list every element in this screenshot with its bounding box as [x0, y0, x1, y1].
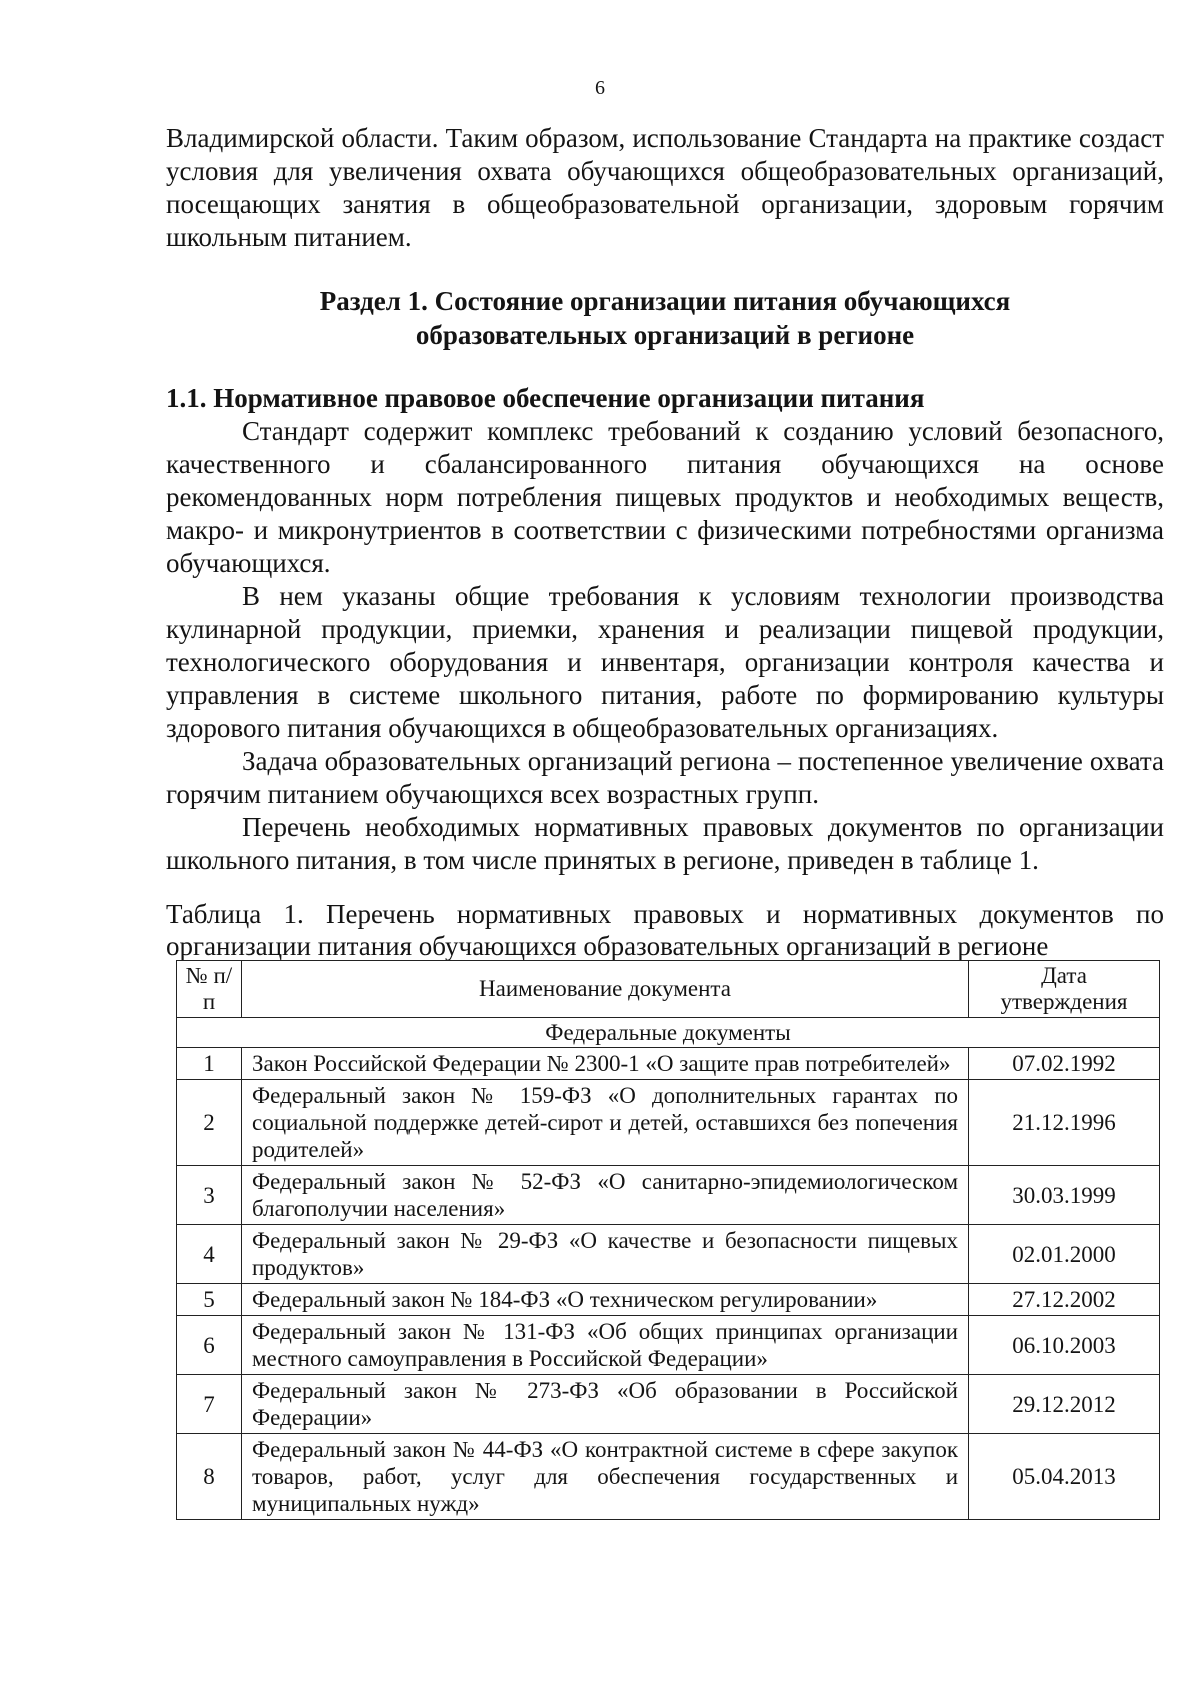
row-document-name: Федеральный закон № 159-ФЗ «О дополнительных гарантах по социальной поддержке детей-сирот и детей, оставшихся без попечения родителей»: [242, 1080, 969, 1166]
row-number: 6: [177, 1316, 242, 1375]
row-document-name: Федеральный закон № 52-ФЗ «О санитарно-эпидемиологическом благополучии населения»: [242, 1166, 969, 1225]
table-caption: Таблица 1. Перечень нормативных правовых и нормативных документов по организации питания обучающихся образовательных организаций в регионе: [166, 899, 1164, 961]
subsection-title: 1.1. Нормативное правовое обеспечение организации питания: [166, 383, 925, 413]
row-date: 05.04.2013: [969, 1434, 1160, 1520]
section-label: Федеральные документы: [177, 1018, 1160, 1048]
header-document-name: Наименование документа: [242, 961, 969, 1018]
table-row: [177, 1316, 1160, 1375]
row-number: 7: [177, 1375, 242, 1434]
body-paragraph-1: Стандарт содержит комплекс требований к созданию условий безопасного, качественного и сбалансированного питания обучающихся на основе рекомендованных норм потребления пищевых продуктов и необходимых веществ, макро- и микронутриентов в соответствии с физическими потребностями организма обучающихся.: [166, 416, 1164, 578]
header-approval-date: Дата утверждения: [969, 961, 1160, 1018]
body-paragraph-3: Задача образовательных организаций региона – постепенное увеличение охвата горячим питанием обучающихся всех возрастных групп.: [166, 746, 1164, 809]
documents-table: [176, 960, 1160, 1520]
row-number: 1: [177, 1048, 242, 1080]
row-date: 29.12.2012: [969, 1375, 1160, 1434]
table-header-row: [177, 961, 1160, 1018]
section-title-line2: образовательных организаций в регионе: [415, 320, 915, 350]
table-row: [177, 1048, 1160, 1080]
row-date: 02.01.2000: [969, 1225, 1160, 1284]
table-row: [177, 1225, 1160, 1284]
row-document-name: Федеральный закон № 44-ФЗ «О контрактной системе в сфере закупок товаров, работ, услуг для обеспечения государственных и муниципальных нужд»: [242, 1434, 969, 1520]
table-row: [177, 1375, 1160, 1434]
table-row: [177, 1080, 1160, 1166]
row-number: 2: [177, 1080, 242, 1166]
row-date: 27.12.2002: [969, 1284, 1160, 1316]
row-date: 21.12.1996: [969, 1080, 1160, 1166]
row-date: 06.10.2003: [969, 1316, 1160, 1375]
row-number: 5: [177, 1284, 242, 1316]
table-row: [177, 1284, 1160, 1316]
section-title-line1: Раздел 1. Состояние организации питания обучающихся: [319, 286, 1011, 316]
row-document-name: Федеральный закон № 273-ФЗ «Об образовании в Российской Федерации»: [242, 1375, 969, 1434]
row-document-name: Федеральный закон № 184-ФЗ «О техническом регулировании»: [242, 1284, 969, 1316]
row-document-name: Федеральный закон № 131-ФЗ «Об общих принципах организации местного самоуправления в Российской Федерации»: [242, 1316, 969, 1375]
row-date: 07.02.1992: [969, 1048, 1160, 1080]
row-date: 30.03.1999: [969, 1166, 1160, 1225]
body-paragraph-2: В нем указаны общие требования к условиям технологии производства кулинарной продукции, приемки, хранения и реализации пищевой продукции, технологического оборудования и инвентаря, организации контроля качества и управления в системе школьного питания, работе по формированию культуры здорового питания обучающихся в общеобразовательных организациях.: [166, 581, 1164, 743]
body-paragraph-4: Перечень необходимых нормативных правовых документов по организации школьного питания, в том числе принятых в регионе, приведен в таблице 1.: [166, 812, 1164, 875]
row-number: 4: [177, 1225, 242, 1284]
row-number: 8: [177, 1434, 242, 1520]
row-document-name: Федеральный закон № 29-ФЗ «О качестве и безопасности пищевых продуктов»: [242, 1225, 969, 1284]
header-number: № п/п: [177, 961, 242, 1018]
row-document-name: Закон Российской Федерации № 2300-1 «О защите прав потребителей»: [242, 1048, 969, 1080]
row-number: 3: [177, 1166, 242, 1225]
table-row: [177, 1166, 1160, 1225]
page-number: 6: [595, 77, 605, 99]
table-section-row: [177, 1018, 1160, 1048]
table-row: [177, 1434, 1160, 1520]
intro-paragraph: Владимирской области. Таким образом, использование Стандарта на практике создаст условия для увеличения охвата обучающихся общеобразовательных организаций, посещающих занятия в общеобразовательной организации, здоровым горячим школьным питанием.: [166, 123, 1164, 252]
